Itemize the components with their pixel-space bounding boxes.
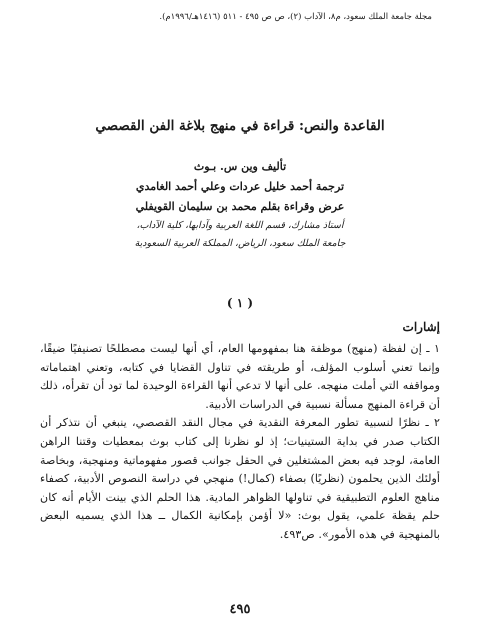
paragraph-2: ٢ ـ نظرًا لنسبية تطور المعرفة النقدية في مجال النقد القصصي، ينبغي أن نتذكر أن الكتاب صدر في بداية الستينيات؛ إذ لو نظرنا إلى كتاب بوث بمعطيات وقتنا الراهن العامة، لوجد فيه بعض المشتغلين في الحقل جوانب قصور مفهوماتية ومنهجية، وبخاصة أولئك الذين يحلمون (نظريًا) بصفاء (كمال!) منهجي في دراسة النصوص الأدبية، كصفاء مناهج العلوم التطبيقية في تناولها الظواهر المادية. هذا الحلم الذي بينت الأيام أنه كان حلم يقظة علمي، يقول بوث: «لا أؤمن بإمكانية الكمال ــ هذا الذي يسميه البعض بالمنهجية في هذه الأمور». ص٤٩٣.	[40, 416, 440, 541]
paragraph-1: ١ ـ إن لفظة (منهج) موظفة هنا بمفهومها العام، أي أنها ليست مصطلحًا تصنيفيًا ضيقًا، وإنما تعني أسلوب المؤلف، أو طريقته في تناول القضايا في كتابه، وتعني اهتماماته ومواقفه التي أملت منهجه. على أنها لا تدعي أنها القراءة الوحيدة لما تود أن تقرأه، ذلك أن قراءة المنهج مسألة نسبية في الدراسات الأدبية.	[40, 342, 440, 411]
section-number: ( ١ )	[226, 296, 254, 310]
affiliation-line-2: جامعة الملك سعود، الرياض، المملكة العربية السعودية	[134, 238, 346, 249]
author-line: تأليف وين س. بـوث	[193, 160, 287, 173]
section-subheading: إشارات	[402, 320, 440, 334]
article-title: القاعدة والنص: قراءة في منهج بلاغة الفن القصصي	[95, 118, 385, 134]
body-text	[40, 340, 440, 545]
translators-line: ترجمة أحمد خليل عردات وعلي أحمد الغامدي	[135, 180, 345, 193]
running-header: مجلة جامعة الملك سعود، م٨، الآداب (٢)، ص ص ٤٩٥ - ٥١١ (١٤١٦هـ/١٩٩٦م).	[159, 12, 432, 22]
page-number: ٤٩٥	[229, 602, 251, 617]
affiliation-line-1: أستاذ مشارك، قسم اللغة العربية وآدابها، كلية الآداب،	[136, 220, 344, 231]
reviewer-line: عرض وقراءة بقلم محمد بن سليمان القويفلي	[135, 200, 345, 213]
